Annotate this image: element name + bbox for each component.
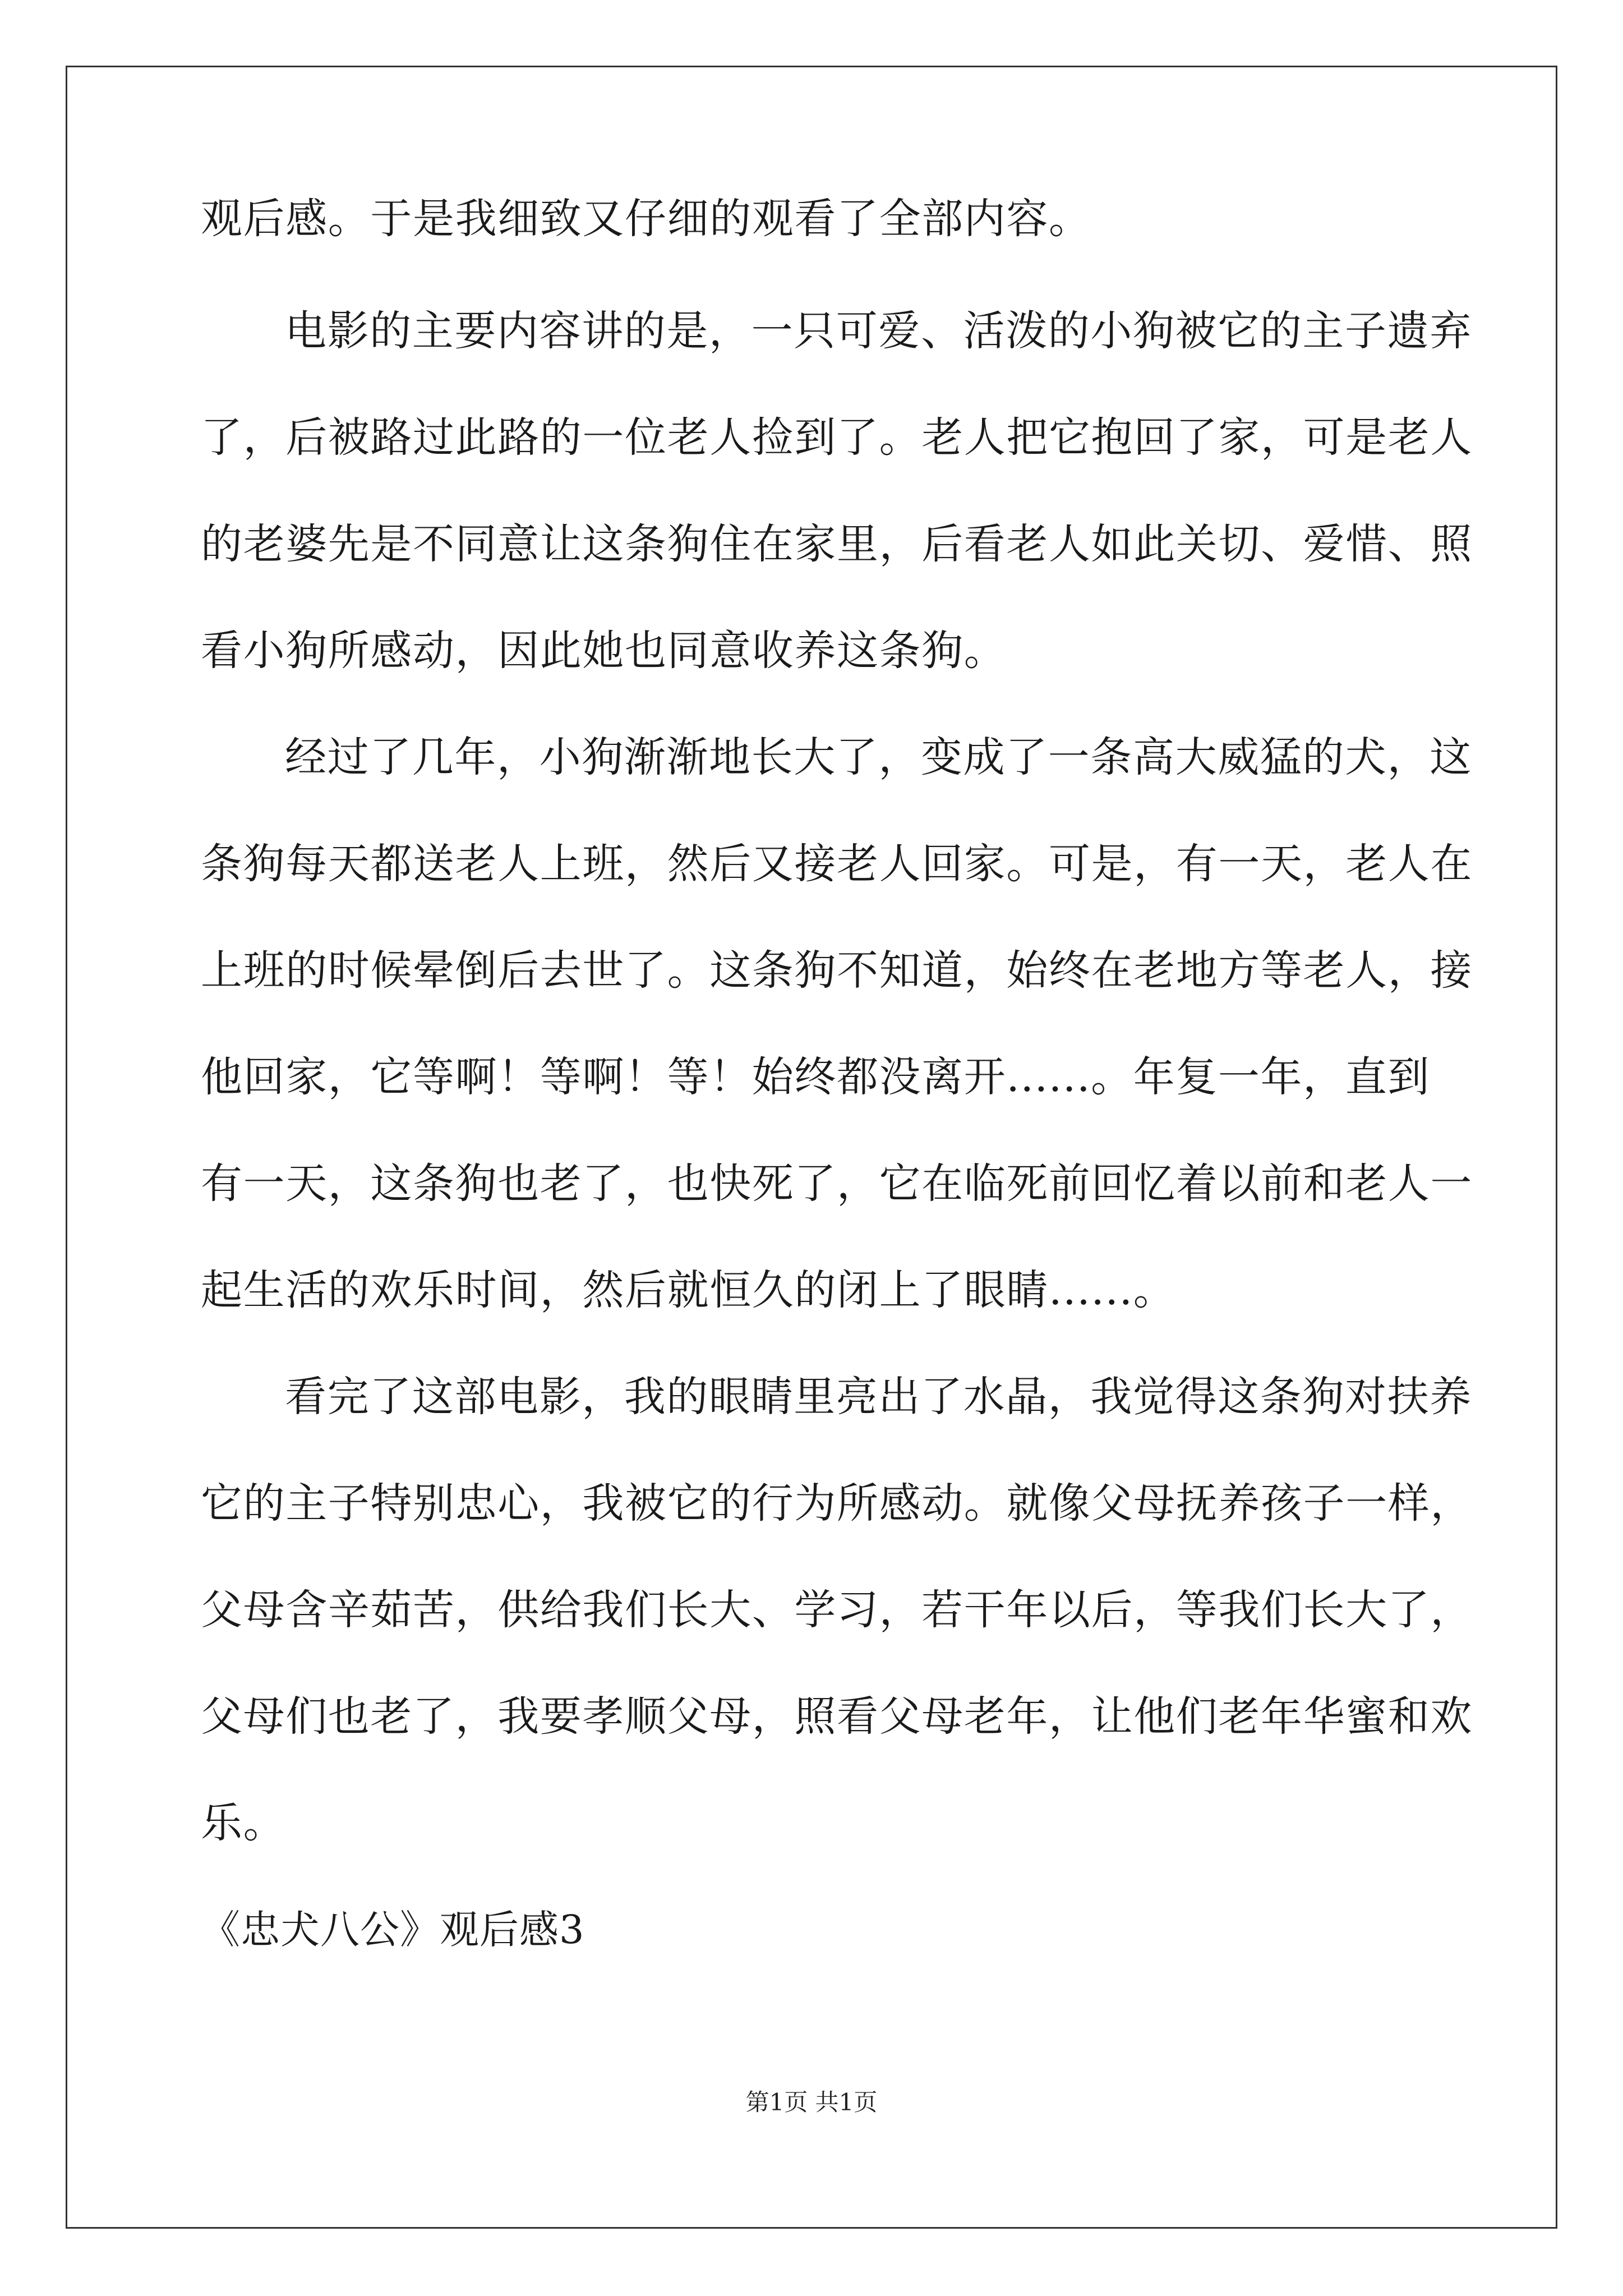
paragraph-line: 乐。 [201, 1799, 286, 1847]
paragraph-line: 父母含辛茹苦，供给我们长大、学习，若干年以后，等我们长大了， [201, 1586, 1473, 1634]
paragraph-line: 上班的时候晕倒后去世了。这条狗不知道，始终在老地方等老人，接 [201, 946, 1473, 995]
paragraph-line: 有一天，这条狗也老了，也快死了，它在临死前回忆着以前和老人一 [201, 1159, 1473, 1208]
paragraph-line: 条狗每天都送老人上班，然后又接老人回家。可是，有一天，老人在 [201, 840, 1473, 888]
section-heading: 《忠犬八公》观后感3 [201, 1907, 585, 1953]
paragraph-line: 起生活的欢乐时间，然后就恒久的闭上了眼睛......。 [201, 1266, 1176, 1314]
paragraph-line: 他回家，它等啊！等啊！等！始终都没离开......。年复一年，直到 [201, 1053, 1430, 1101]
paragraph-line: 它的主子特别忠心，我被它的行为所感动。就像父母抚养孩子一样， [201, 1479, 1473, 1527]
paragraph-line: 了，后被路过此路的一位老人捡到了。老人把它抱回了家，可是老人 [201, 413, 1473, 462]
paragraph-line: 的老婆先是不同意让这条狗住在家里，后看老人如此关切、爱惜、照 [201, 520, 1473, 568]
paragraph-line: 观后感。于是我细致又仔细的观看了全部内容。 [201, 195, 1091, 243]
paragraph-line: 父母们也老了，我要孝顺父母，照看父母老年，让他们老年华蜜和欢 [201, 1692, 1473, 1741]
page-number-footer: 第1页 共1页 [745, 2088, 878, 2116]
paragraph-line: 看完了这部电影，我的眼睛里亮出了水晶，我觉得这条狗对扶养 [285, 1373, 1472, 1421]
paragraph-line: 电影的主要内容讲的是，一只可爱、活泼的小狗被它的主子遗弃 [285, 307, 1472, 355]
paragraph-line: 看小狗所感动，因此她也同意收养这条狗。 [201, 627, 1007, 675]
paragraph-line: 经过了几年，小狗渐渐地长大了，变成了一条高大威猛的犬，这 [285, 733, 1472, 781]
